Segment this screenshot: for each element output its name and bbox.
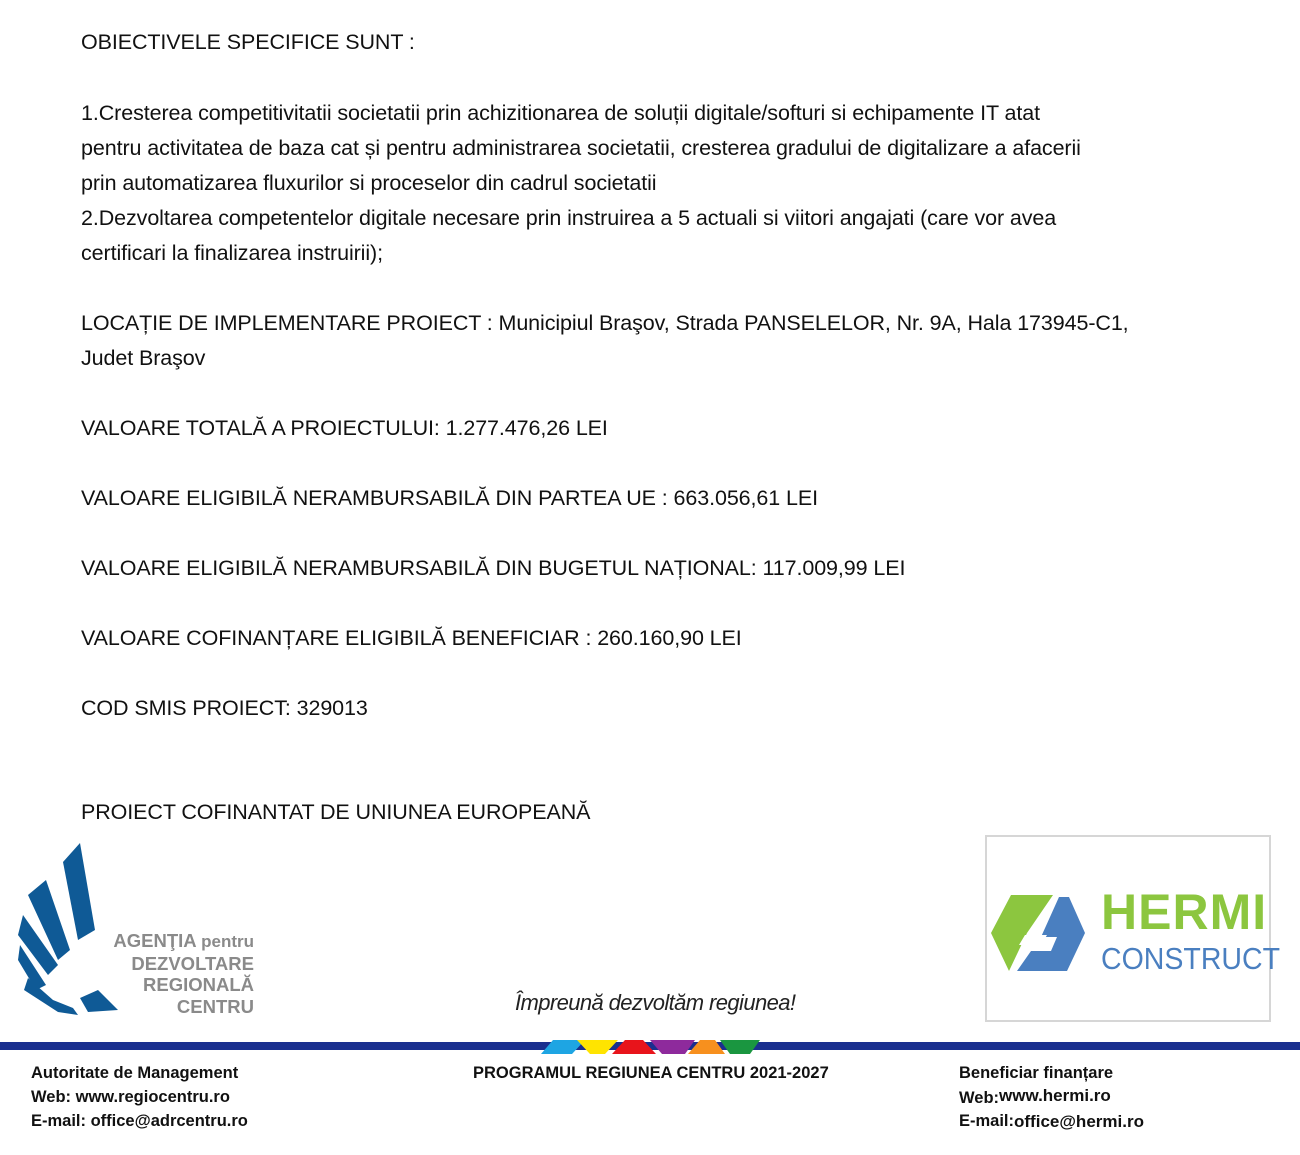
beneficiary-title: Beneficiar finanțare xyxy=(959,1064,1114,1082)
adr-web-link[interactable]: Web: www.regiocentru.ro xyxy=(31,1088,230,1106)
objective-2-line: 2.Dezvoltarea competentelor digitale necesare prin instruirea a 5 actuali si viitori angajati (care vor avea xyxy=(81,206,1057,230)
objective-1-line: 1.Cresterea competitivitatii societatii prin achizitionarea de soluții digitale/softuri si echipamente IT atat xyxy=(81,101,1040,125)
hermi-email-link[interactable]: office@hermi.ro xyxy=(1014,1112,1144,1131)
cofinancing-value: VALOARE COFINANȚARE ELIGIBILĂ BENEFICIAR : 260.160,90 LEI xyxy=(81,626,742,650)
cofinanced-note: PROIECT COFINANTAT DE UNIUNEA EUROPEANĂ xyxy=(81,800,591,820)
smis-code: COD SMIS PROIECT: 329013 xyxy=(81,696,368,720)
email-label: E-mail: xyxy=(959,1112,1015,1130)
total-value: VALOARE TOTALĂ A PROIECTULUI: 1.277.476,26 LEI xyxy=(81,416,608,440)
objective-1-line: prin automatizarea fluxurilor si proceselor din cadrul societatii xyxy=(81,171,657,195)
objective-2-line: certificari la finalizarea instruirii); xyxy=(81,241,383,265)
management-authority: Autoritate de Management xyxy=(31,1064,239,1082)
footer-divider-stripe xyxy=(0,1036,1300,1056)
hermi-hexagon-icon xyxy=(991,893,1087,973)
hermi-logo: HERMI CONSTRUCT xyxy=(985,835,1271,1022)
national-value: VALOARE ELIGIBILĂ NERAMBURSABILĂ DIN BUGETUL NAȚIONAL: 117.009,99 LEI xyxy=(81,556,906,580)
objective-1-line: pentru activitatea de baza cat și pentru administrarea societatii, cresterea gradului de digitalizare a afacerii xyxy=(81,136,1081,160)
location-line: Judet Braşov xyxy=(81,346,206,370)
web-label: Web: xyxy=(959,1089,1000,1107)
adr-logo-text: AGENŢIA pentru DEZVOLTARE REGIONALĂ CENTRU xyxy=(113,930,254,1017)
adr-email-link[interactable]: E-mail: office@adrcentru.ro xyxy=(31,1112,248,1130)
objectives-heading: OBIECTIVELE SPECIFICE SUNT : xyxy=(81,30,415,54)
location-line: LOCAȚIE DE IMPLEMENTARE PROIECT : Municipiul Braşov, Strada PANSELELOR, Nr. 9A, Hala 173945-C1, xyxy=(81,311,1129,335)
eu-value: VALOARE ELIGIBILĂ NERAMBURSABILĂ DIN PARTEA UE : 663.056,61 LEI xyxy=(81,486,818,510)
hermi-web-link[interactable]: www.hermi.ro xyxy=(999,1086,1111,1105)
slogan: Împreună dezvoltăm regiunea! xyxy=(515,990,796,1015)
program-name: PROGRAMUL REGIUNEA CENTRU 2021-2027 xyxy=(473,1064,829,1082)
